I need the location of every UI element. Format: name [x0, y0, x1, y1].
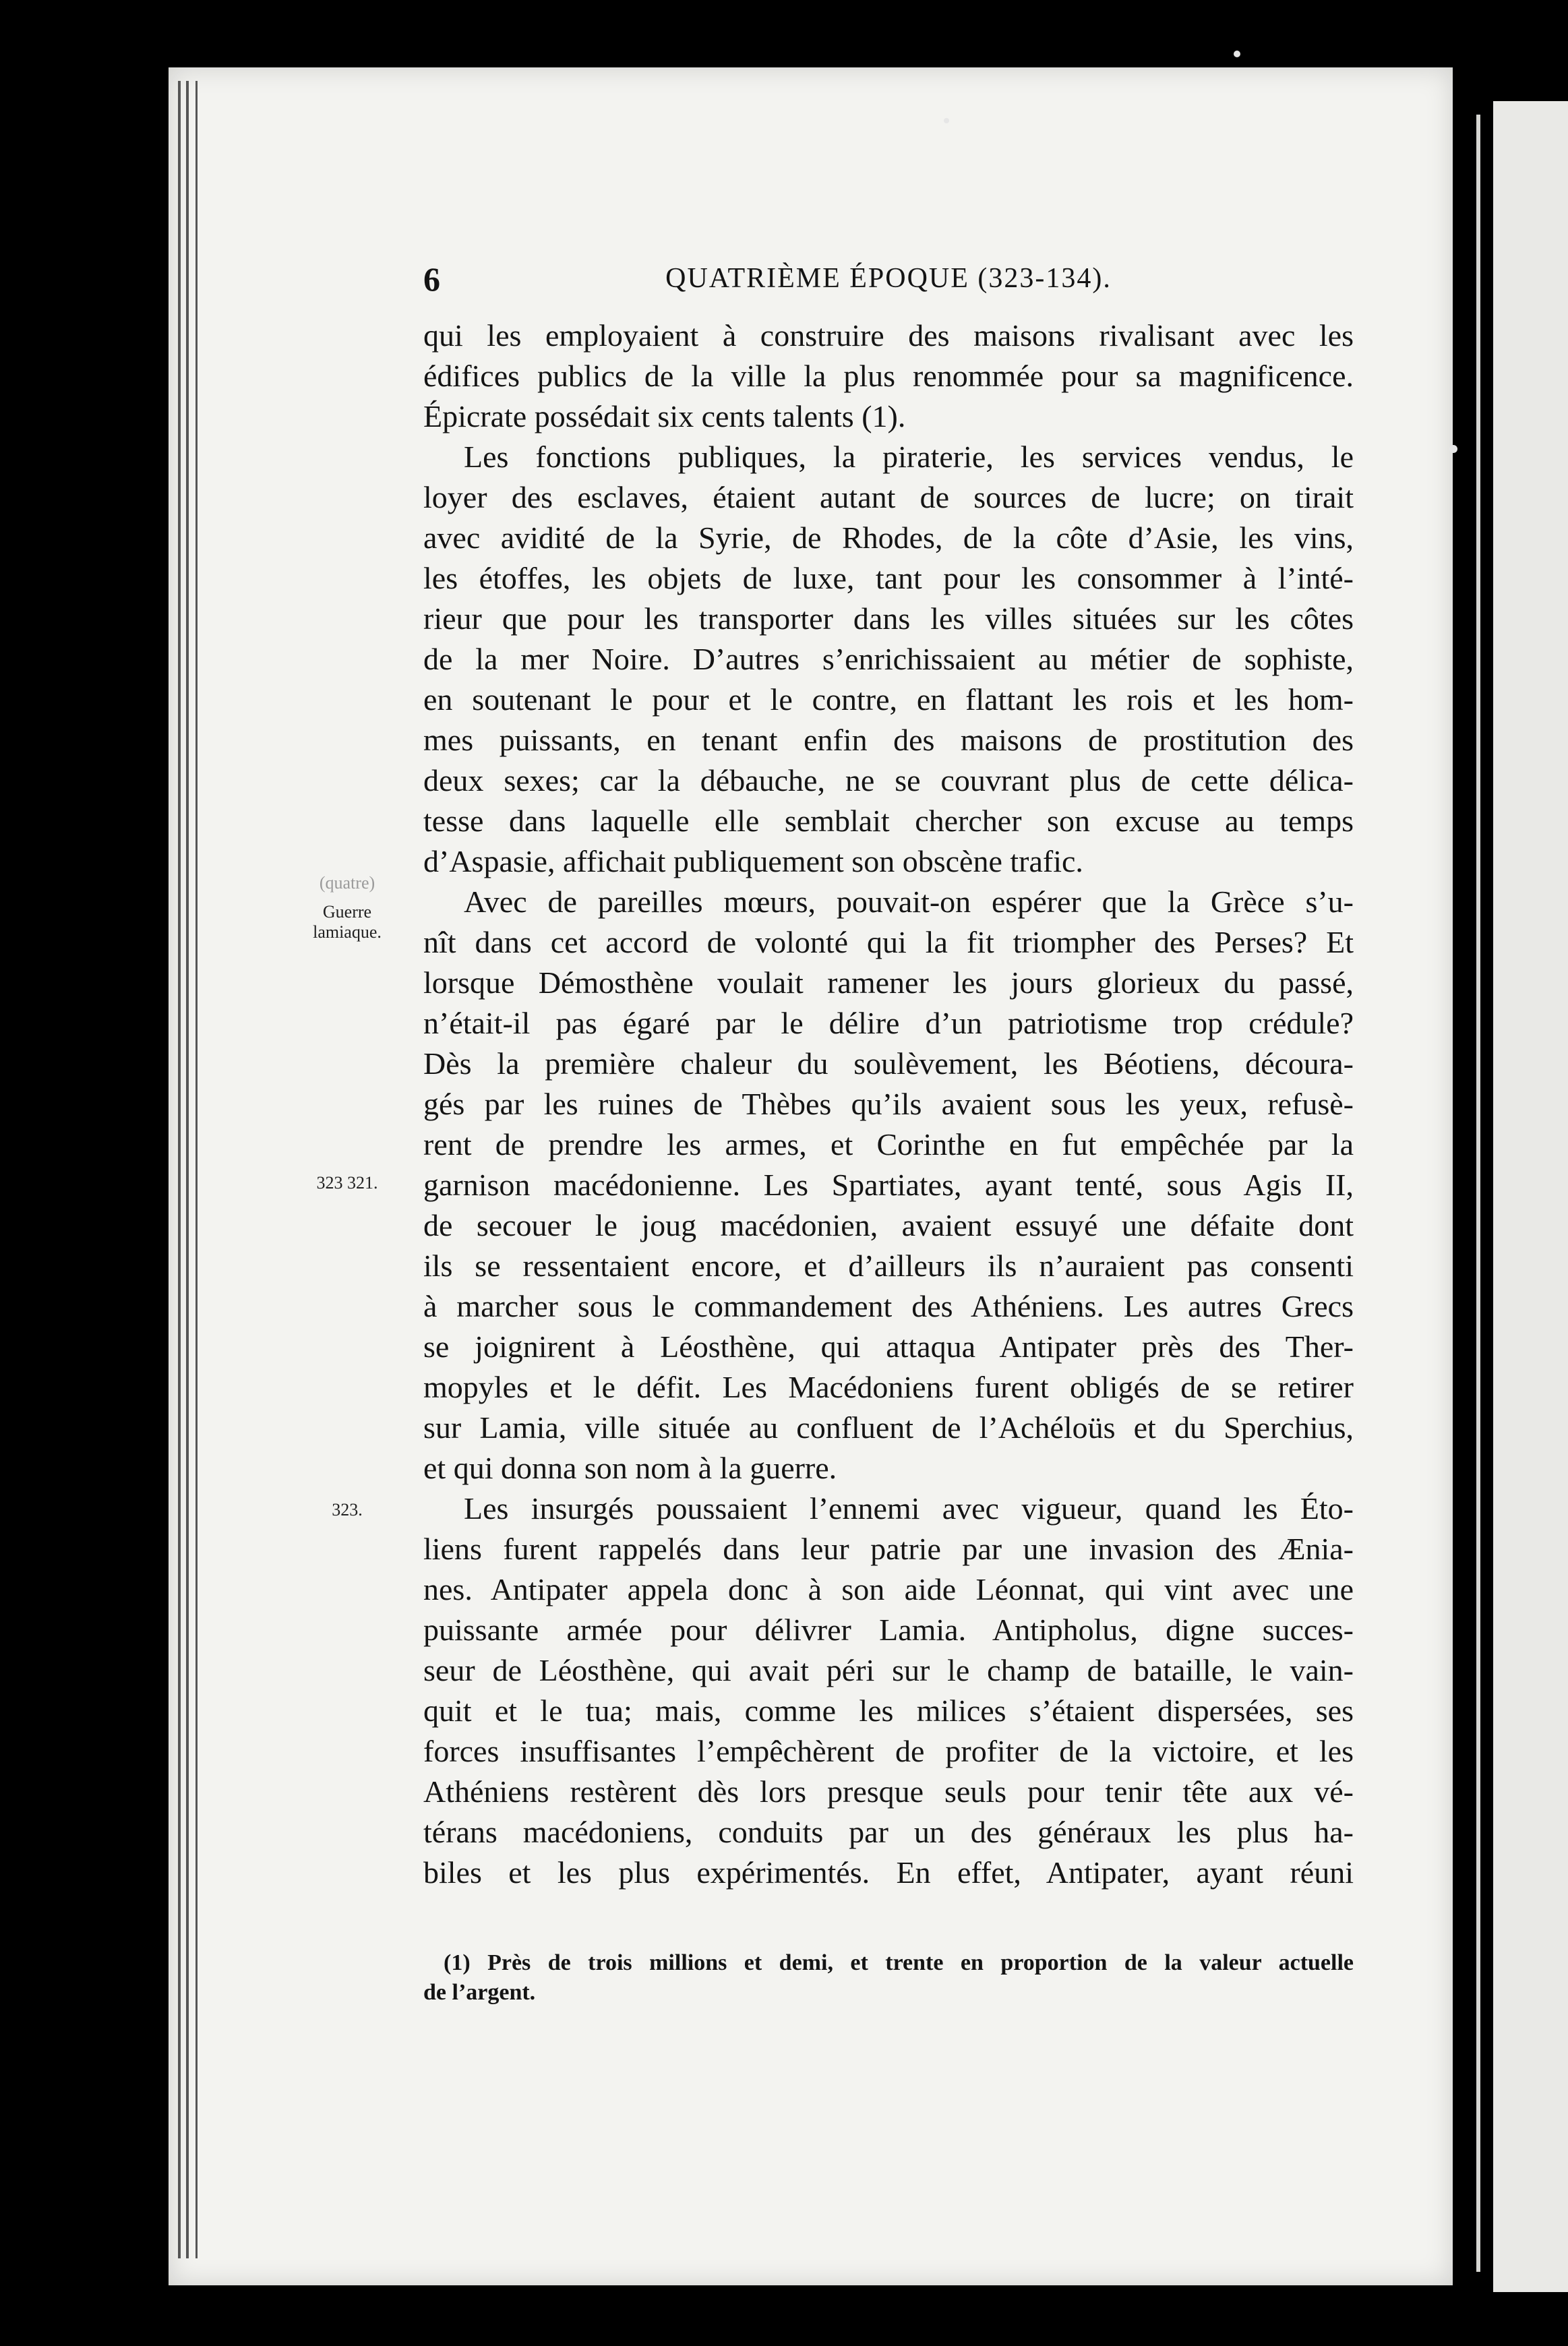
text-line: Dès la première chaleur du soulèvement, les Béotiens, découra- [423, 1046, 1354, 1081]
adjacent-page-edge [1493, 101, 1568, 2292]
text-line: avec avidité de la Syrie, de Rhodes, de la côte d’Asie, les vins, [423, 520, 1354, 555]
margin-note-faded: (quatre) [319, 873, 375, 893]
text-line: les étoffes, les objets de luxe, tant pour les consommer à l’inté- [423, 561, 1354, 595]
text-line: de secouer le joug macédonien, avaient essuyé une défaite dont [423, 1208, 1354, 1242]
running-head: QUATRIÈME ÉPOQUE (323-134). [665, 263, 1112, 294]
binding-line [186, 81, 189, 2258]
page-binding-edge [169, 67, 206, 2285]
scan-speck [1449, 445, 1457, 453]
text-line: puissante armée pour délivrer Lamia. Antipholus, digne succes- [423, 1613, 1354, 1647]
text-line: mopyles et le défit. Les Macédoniens furent obligés de se retirer [423, 1370, 1354, 1404]
text-line: quit et le tua; mais, comme les milices s’étaient dispersées, ses [423, 1693, 1354, 1728]
text-line: nes. Antipater appela donc à son aide Léonnat, qui vint avec une [423, 1572, 1354, 1606]
footnote-line: de l’argent. [423, 1980, 536, 2005]
text-line: seur de Léosthène, qui avait péri sur le champ de bataille, le vain- [423, 1653, 1354, 1687]
text-line: Les fonctions publiques, la piraterie, les services vendus, le [464, 440, 1354, 474]
footnote-line: (1) Près de trois millions et demi, et trente en proportion de la valeur actuelle [444, 1950, 1354, 1975]
text-line: Les insurgés poussaient l’ennemi avec vigueur, quand les Éto- [464, 1491, 1354, 1526]
margin-topic-line1: Guerre [322, 902, 372, 922]
text-line: nît dans cet accord de volonté qui la fit triompher des Perses? Et [423, 925, 1354, 959]
text-line: à marcher sous le commandement des Athéniens. Les autres Grecs [423, 1289, 1354, 1323]
text-line: liens furent rappelés dans leur patrie par une invasion des Ænia- [423, 1532, 1354, 1566]
text-line: édifices publics de la ville la plus renommée pour sa magnificence. [423, 359, 1354, 393]
text-line: sur Lamia, ville située au confluent de l’Achéloüs et du Sperchius, [423, 1410, 1354, 1445]
margin-topic-line2: lamiaque. [313, 922, 382, 942]
text-line: loyer des esclaves, étaient autant de sources de lucre; on tirait [423, 480, 1354, 514]
text-line: deux sexes; car la débauche, ne se couvrant plus de cette délica- [423, 763, 1354, 798]
scan-speck [944, 118, 949, 123]
text-line: mes puissants, en tenant enfin des maisons de prostitution des [423, 723, 1354, 757]
footnote [423, 1948, 1354, 2008]
text-line: rent de prendre les armes, et Corinthe en fut empêchée par la [423, 1127, 1354, 1162]
margin-date-323: 323. [332, 1500, 363, 1520]
text-line: Épicrate possédait six cents talents (1). [423, 399, 906, 433]
text-line: lorsque Démosthène voulait ramener les jours glorieux du passé, [423, 965, 1354, 1000]
scan-speck [1234, 51, 1240, 57]
text-line: gés par les ruines de Thèbes qu’ils avaient sous les yeux, refusè- [423, 1087, 1354, 1121]
text-line: forces insuffisantes l’empêchèrent de profiter de la victoire, et les [423, 1734, 1354, 1768]
binding-line [195, 81, 198, 2258]
text-line: et qui donna son nom à la guerre. [423, 1451, 837, 1485]
text-line: Avec de pareilles mœurs, pouvait-on espérer que la Grèce s’u- [464, 884, 1354, 919]
text-line: qui les employaient à construire des maisons rivalisant avec les [423, 318, 1354, 353]
text-line: n’était-il pas égaré par le délire d’un patriotisme trop crédule? [423, 1006, 1354, 1040]
text-line: ils se ressentaient encore, et d’ailleurs ils n’auraient pas consenti [423, 1249, 1354, 1283]
text-line: se joignirent à Léosthène, qui attaqua Antipater près des Ther- [423, 1329, 1354, 1364]
text-line: térans macédoniens, conduits par un des généraux les plus ha- [423, 1815, 1354, 1849]
body-text [423, 315, 1354, 1893]
page-header [417, 260, 1360, 298]
text-line: biles et les plus expérimentés. En effet, Antipater, ayant réuni [423, 1855, 1354, 1890]
margin-date-323-321: 323 321. [316, 1173, 378, 1193]
page-number: 6 [423, 260, 440, 298]
text-line: rieur que pour les transporter dans les villes situées sur les côtes [423, 601, 1354, 636]
text-line: Athéniens restèrent dès lors presque seuls pour tenir tête aux vé- [423, 1774, 1354, 1809]
page-stack-line [1476, 115, 1480, 2272]
text-line: de la mer Noire. D’autres s’enrichissaient au métier de sophiste, [423, 642, 1354, 676]
text-line: en soutenant le pour et le contre, en flattant les rois et les hom- [423, 682, 1354, 717]
text-line: d’Aspasie, affichait publiquement son obscène trafic. [423, 844, 1083, 878]
text-line: garnison macédonienne. Les Spartiates, ayant tenté, sous Agis II, [423, 1168, 1354, 1202]
text-line: tesse dans laquelle elle semblait chercher son excuse au temps [423, 804, 1354, 838]
binding-line [178, 81, 181, 2258]
